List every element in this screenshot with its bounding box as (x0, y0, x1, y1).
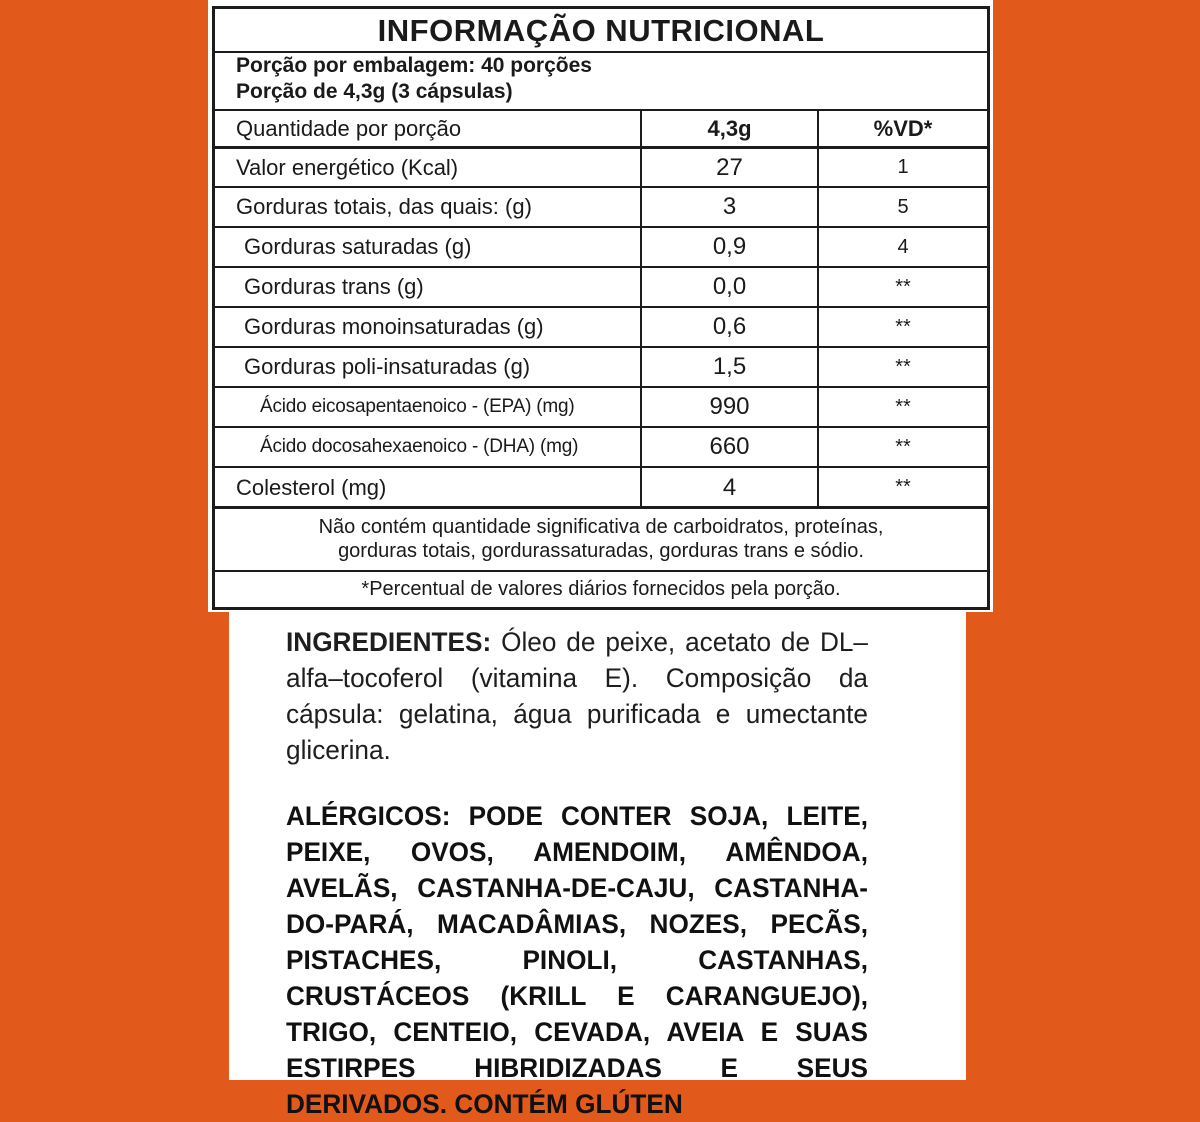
table-row (215, 466, 987, 507)
serving-size: Porção de 4,3g (3 cápsulas) (236, 80, 513, 103)
nutrient-name: Gorduras saturadas (g) (215, 228, 642, 266)
nutrient-vd: ** (895, 275, 911, 298)
nutrient-vd: ** (895, 435, 911, 458)
nutrient-vd: ** (895, 355, 911, 378)
nutrient-qty: 4 (642, 468, 819, 507)
nutrient-vd: ** (895, 395, 911, 418)
nutrient-name: Gorduras monoinsaturadas (g) (215, 308, 642, 346)
nutrient-vd: 5 (897, 195, 909, 218)
nutrition-grid (215, 109, 987, 507)
table-header-row (215, 109, 987, 146)
nutrient-name: Ácido eicosapentaenoico - (EPA) (mg) (215, 388, 642, 426)
table-row (215, 426, 987, 466)
nutrient-vd: 1 (897, 156, 909, 178)
nutrient-qty: 1,5 (642, 348, 819, 386)
header-qty: 4,3g (642, 111, 819, 146)
nutrient-qty: 27 (642, 149, 819, 186)
allergens-text: ALÉRGICOS: PODE CONTER SOJA, LEITE, PEIXE, OVOS, AMENDOIM, AMÊNDOA, AVELÃS, CASTANHA-DE-CAJU, CASTANHA-DO-PARÁ, MACADÂMIAS, NOZES, PECÃS, PISTACHES, PINOLI, CASTANHAS, CRUSTÁCEOS (KRILL E CARANGUEJO), TRIGO, CENTEIO, CEVADA, AVEIA E SUAS ESTIRPES HIBRIDIZADAS E SEUS DERIVADOS. CONTÉM GLÚTEN (286, 801, 868, 1119)
nutrient-vd: 4 (897, 235, 909, 258)
ingredients-text (286, 624, 868, 768)
nutrition-facts-table (212, 6, 990, 610)
nutrient-name: Gorduras poli-insaturadas (g) (215, 348, 642, 386)
table-row (215, 146, 987, 186)
table-row (215, 386, 987, 426)
serving-per-package: Porção por embalagem: 40 porções (236, 54, 592, 77)
note-line-2: gorduras totais, gordurassaturadas, gorduras trans e sódio. (338, 540, 864, 562)
nutrient-name: Colesterol (mg) (215, 468, 642, 507)
nutrient-qty: 3 (642, 188, 819, 226)
nutrient-name: Ácido docosahexaenoico - (DHA) (mg) (215, 428, 642, 466)
nutrient-qty: 0,6 (642, 308, 819, 346)
nutrient-qty: 0,0 (642, 268, 819, 306)
header-name: Quantidade por porção (215, 111, 642, 146)
ingredients-panel (229, 612, 966, 1119)
ingredients-list: Óleo de peixe, acetato de DL–alfa–tocoferol (vitamina E). Composição da cápsula: gelatina, água purificada e umectante glicerina. (286, 627, 868, 765)
ingredients-label: INGREDIENTES: (286, 627, 492, 657)
nutrient-qty: 990 (642, 388, 819, 426)
header-vd: %VD* (873, 115, 933, 141)
nutrition-footnote: *Percentual de valores diários fornecidos pela porção. (215, 570, 987, 607)
table-row (215, 346, 987, 386)
nutrient-vd: ** (895, 476, 911, 498)
table-row (215, 306, 987, 346)
nutrition-title: INFORMAÇÃO NUTRICIONAL (215, 9, 987, 53)
serving-info (236, 53, 592, 105)
nutrient-name: Gorduras totais, das quais: (g) (215, 188, 642, 226)
nutrient-qty: 660 (642, 428, 819, 466)
nutrient-name: Valor energético (Kcal) (215, 149, 642, 186)
table-row (215, 186, 987, 226)
nutrition-note (215, 506, 987, 570)
note-line-1: Não contém quantidade significativa de carboidratos, proteínas, (318, 516, 884, 538)
table-row (215, 266, 987, 306)
nutrient-vd: ** (895, 315, 911, 338)
nutrient-name: Gorduras trans (g) (215, 268, 642, 306)
table-row (215, 226, 987, 266)
nutrient-qty: 0,9 (642, 228, 819, 266)
